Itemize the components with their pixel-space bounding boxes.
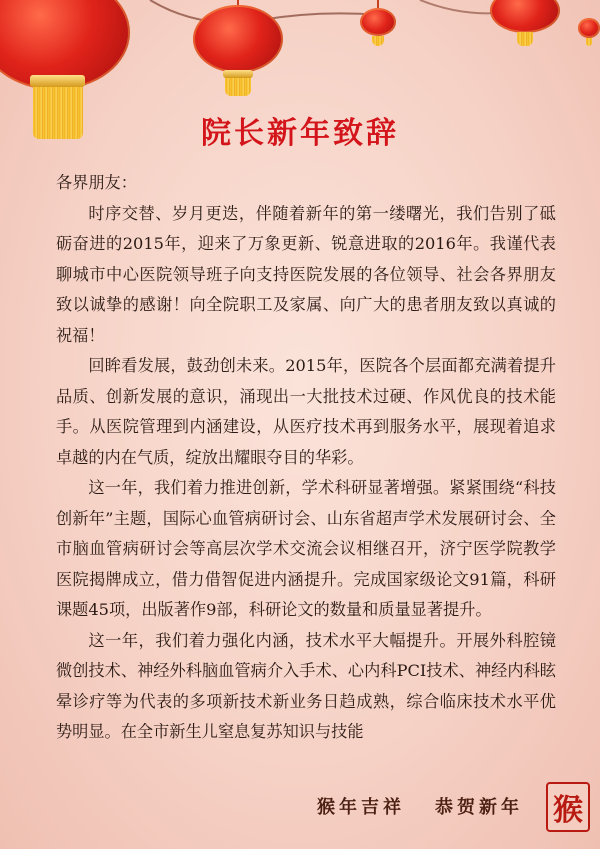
- lantern-icon: [188, 0, 288, 100]
- lantern-icon: [578, 18, 600, 48]
- paragraph: 这一年，我们着力强化内涵，技术水平大幅提升。开展外科腔镜微创技术、神经外科脑血管病介入手术、心内科PCI技术、神经内科眩晕诊疗等为代表的多项新技术新业务日趋成熟，综合临床技术水平优势明显。在全市新生儿窒息复苏知识与技能: [56, 630, 556, 741]
- lantern-icon: [490, 0, 560, 50]
- paragraph: 这一年，我们着力推进创新，学术科研显著增强。紧紧围绕“科技创新年”主题，国际心血管病研讨会、山东省超声学术发展研讨会、全市脑血管病研讨会等高层次学术交流会议相继召开，济宁医学院教学医院揭牌成立，借力借智促进内涵提升。完成国家级论文91篇，科研课题45项，出版著作9部，科研论文的数量和质量显著提升。: [56, 478, 556, 619]
- seal-stamp: 猴: [546, 782, 590, 832]
- footer-blessings: [317, 793, 523, 819]
- paragraph: 回眸看发展，鼓劲创未来。2015年，医院各个层面都充满着提升品质、创新发展的意识，涌现出一大批技术过硬、作风优良的技术能手。从医院管理到内涵建设，从医疗技术再到服务水平，展现着追求卓越的内在气质，绽放出耀眼夺目的华彩。: [56, 356, 556, 467]
- speech-body: [56, 168, 556, 748]
- greeting: 各界朋友：: [56, 173, 137, 192]
- footer-blessing-right: 恭贺新年: [435, 797, 523, 818]
- lantern-icon: [358, 0, 398, 50]
- paragraph: 时序交替、岁月更迭，伴随着新年的第一缕曙光，我们告别了砥砺奋进的2015年，迎来了万象更新、锐意进取的2016年。我谨代表聊城市中心医院领导班子向支持医院发展的各位领导、社会各界朋友致以诚挚的感谢！向全院职工及家属、向广大的患者朋友致以真诚的祝福！: [56, 203, 556, 345]
- footer-blessing-left: 猴年吉祥: [317, 797, 405, 818]
- page-title: 院长新年致辞: [201, 116, 399, 151]
